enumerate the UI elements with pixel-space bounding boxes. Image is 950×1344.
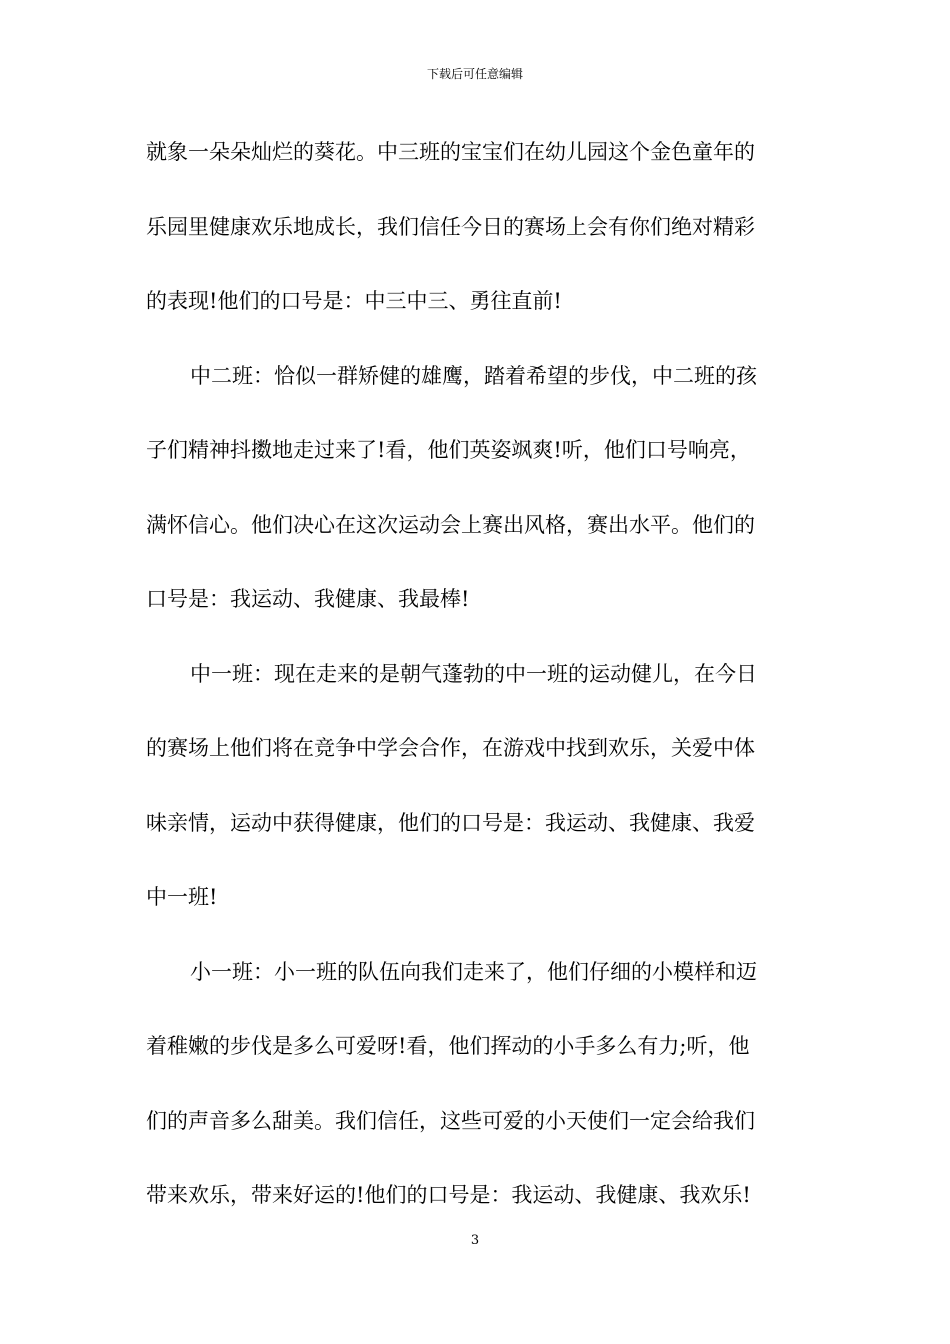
- text-line: 中一班!: [146, 885, 218, 909]
- text-line: 子们精神抖擞地走过来了!看，他们英姿飒爽!听，他们口号响亮，: [146, 438, 751, 462]
- paragraph-start-line: 小一班：小一班的队伍向我们走来了，他们仔细的小模样和迈: [190, 959, 757, 984]
- text-line: 味亲情，运动中获得健康，他们的口号是：我运动、我健康、我爱: [146, 810, 755, 835]
- document-body: [146, 130, 806, 1248]
- page-header: 下载后可任意编辑: [426, 67, 523, 81]
- text-line: 着稚嫩的步伐是多么可爱呀!看，他们挥动的小手多么有力;听，他: [146, 1034, 750, 1058]
- text-line: 乐园里健康欢乐地成长，我们信任今日的赛场上会有你们绝对精彩: [146, 214, 755, 239]
- paragraph-start-line: 中一班：现在走来的是朝气蓬勃的中一班的运动健儿，在今日: [190, 661, 757, 686]
- page-number: 3: [470, 1233, 480, 1248]
- text-line: 满怀信心。他们决心在这次运动会上赛出风格，赛出水平。他们的: [146, 512, 755, 537]
- text-line: 口号是：我运动、我健康、我最棒!: [146, 587, 470, 611]
- paragraph-start-line: 中二班：恰似一群矫健的雄鹰，踏着希望的步伐，中二班的孩: [190, 363, 757, 388]
- text-line: 带来欢乐，带来好运的!他们的口号是：我运动、我健康、我欢乐!: [146, 1183, 751, 1207]
- text-line: 们的声音多么甜美。我们信任，这些可爱的小天使们一定会给我们: [146, 1108, 755, 1133]
- text-line: 的表现!他们的口号是：中三中三、勇往直前!: [146, 289, 562, 313]
- text-line: 就象一朵朵灿烂的葵花。中三班的宝宝们在幼儿园这个金色童年的: [146, 140, 755, 164]
- text-line: 的赛场上他们将在竞争中学会合作，在游戏中找到欢乐，关爱中体: [146, 736, 755, 760]
